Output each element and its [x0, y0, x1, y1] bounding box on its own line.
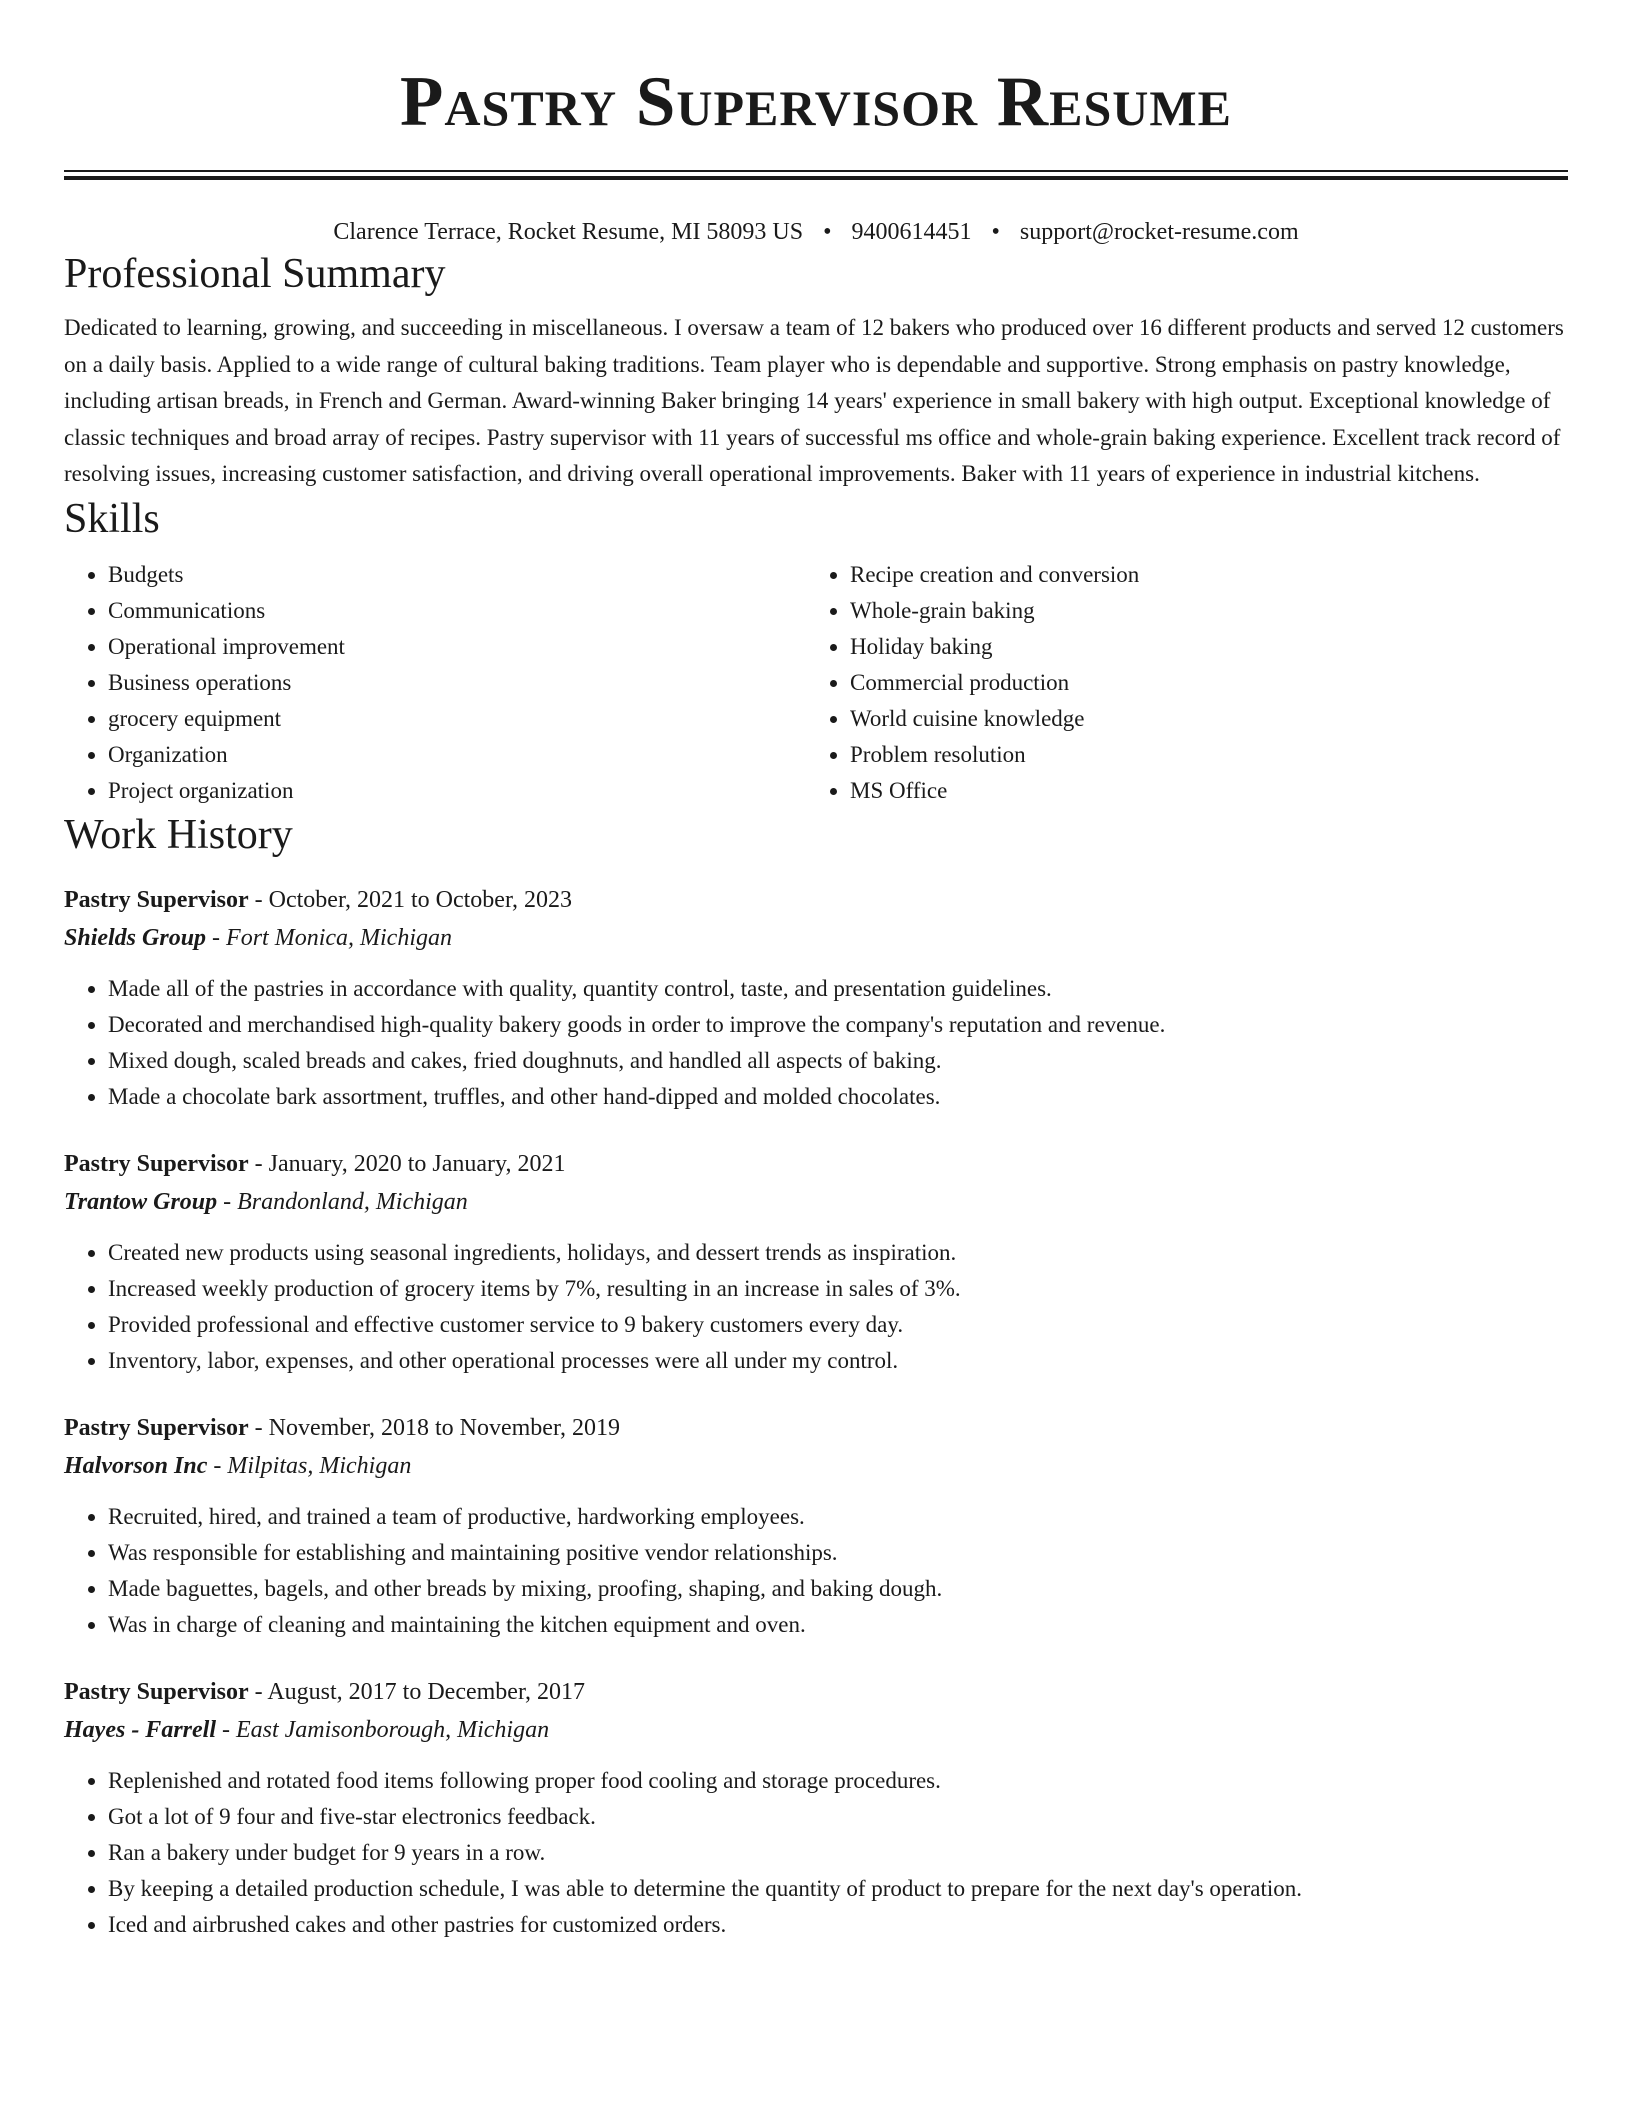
job-role: Pastry Supervisor — [64, 1414, 249, 1441]
job-role: Pastry Supervisor — [64, 886, 249, 913]
contact-address: Clarence Terrace, Rocket Resume, MI 58093 US — [333, 219, 804, 245]
skill-item: • Project organization — [108, 773, 806, 809]
job-company-line — [64, 919, 1568, 957]
job-bullet: • Made a chocolate bark assortment, truffles, and other hand-dipped and molded chocolates. — [108, 1079, 1568, 1115]
job-company: Halvorson Inc — [64, 1452, 208, 1479]
job-bullet: • Was responsible for establishing and maintaining positive vendor relationships. — [108, 1535, 1568, 1571]
job-bullets — [64, 1499, 1568, 1643]
page-title: Pastry Supervisor Resume — [400, 63, 1232, 141]
skills-list — [64, 557, 1568, 809]
job-company-line — [64, 1711, 1568, 1749]
job-bullet: • Increased weekly production of grocery items by 7%, resulting in an increase in sales of 3%. — [108, 1271, 1568, 1307]
title-divider — [64, 170, 1568, 180]
skill-item: • Commercial production — [850, 665, 1548, 701]
skill-item: • Operational improvement — [108, 629, 806, 665]
skill-item: • World cuisine knowledge — [850, 701, 1548, 737]
job-dates: - January, 2020 to January, 2021 — [248, 1150, 566, 1177]
contact-email: support@rocket-resume.com — [1019, 219, 1299, 245]
job-bullet: • Created new products using seasonal ingredients, holidays, and dessert trends as inspiration. — [108, 1235, 1568, 1271]
job-role: Pastry Supervisor — [64, 1678, 249, 1705]
skill-item: • Whole-grain baking — [850, 593, 1548, 629]
job-location: - Fort Monica, Michigan — [206, 924, 452, 951]
job-bullet: • Replenished and rotated food items following proper food cooling and storage procedures. — [108, 1763, 1568, 1799]
job-location: - Brandonland, Michigan — [217, 1188, 468, 1215]
job-company: Trantow Group — [64, 1188, 218, 1215]
job-title-line — [64, 1409, 1568, 1447]
job-entry — [64, 1145, 1568, 1379]
job-bullet: • Iced and airbrushed cakes and other pastries for customized orders. — [108, 1907, 1568, 1943]
job-company: Hayes - Farrell — [64, 1716, 216, 1743]
work-history-heading: Work History — [64, 811, 293, 858]
job-dates: - October, 2021 to October, 2023 — [248, 886, 572, 913]
skill-item: • Communications — [108, 593, 806, 629]
skill-item: • Budgets — [108, 557, 806, 593]
job-dates: - November, 2018 to November, 2019 — [248, 1414, 620, 1441]
job-title-line — [64, 881, 1568, 919]
job-location: - Milpitas, Michigan — [207, 1452, 412, 1479]
contact-phone: 9400614451 — [851, 219, 972, 245]
job-location: - East Jamisonborough, Michigan — [215, 1716, 550, 1743]
skills-column-right — [806, 557, 1548, 809]
job-company: Shields Group — [64, 924, 207, 951]
skill-item: • Organization — [108, 737, 806, 773]
job-bullet: • Ran a bakery under budget for 9 years in a row. — [108, 1835, 1568, 1871]
bullet-separator: • — [823, 219, 832, 245]
job-bullet: • Made baguettes, bagels, and other breads by mixing, proofing, shaping, and baking dough. — [108, 1571, 1568, 1607]
job-bullet: • Recruited, hired, and trained a team of productive, hardworking employees. — [108, 1499, 1568, 1535]
job-entry — [64, 1673, 1568, 1943]
job-bullets — [64, 1763, 1568, 1943]
job-company-line — [64, 1183, 1568, 1221]
job-entry — [64, 1409, 1568, 1643]
skills-column-left — [64, 557, 806, 809]
job-bullet: • By keeping a detailed production schedule, I was able to determine the quantity of product to prepare for the next day's operation. — [108, 1871, 1568, 1907]
bullet-separator: • — [991, 219, 1000, 245]
job-bullet: • Mixed dough, scaled breads and cakes, fried doughnuts, and handled all aspects of baking. — [108, 1043, 1568, 1079]
contact-line — [64, 216, 1568, 248]
skill-item: • Recipe creation and conversion — [850, 557, 1548, 593]
skill-item: • Holiday baking — [850, 629, 1548, 665]
job-bullets — [64, 971, 1568, 1115]
job-bullet: • Was in charge of cleaning and maintaining the kitchen equipment and oven. — [108, 1607, 1568, 1643]
job-dates: - August, 2017 to December, 2017 — [248, 1678, 585, 1705]
job-bullet: • Inventory, labor, expenses, and other operational processes were all under my control. — [108, 1343, 1568, 1379]
job-company-line — [64, 1447, 1568, 1485]
job-title-line — [64, 1673, 1568, 1711]
job-bullet: • Made all of the pastries in accordance with quality, quantity control, taste, and presentation guidelines. — [108, 971, 1568, 1007]
skills-heading: Skills — [64, 495, 160, 542]
job-entry — [64, 881, 1568, 1115]
job-title-line — [64, 1145, 1568, 1183]
job-role: Pastry Supervisor — [64, 1150, 249, 1177]
skill-item: • Problem resolution — [850, 737, 1548, 773]
job-bullets — [64, 1235, 1568, 1379]
job-bullet: • Provided professional and effective customer service to 9 bakery customers every day. — [108, 1307, 1568, 1343]
skill-item: • MS Office — [850, 773, 1548, 809]
summary-heading: Professional Summary — [64, 251, 446, 297]
job-bullet: • Got a lot of 9 four and five-star electronics feedback. — [108, 1799, 1568, 1835]
job-bullet: • Decorated and merchandised high-quality bakery goods in order to improve the company's reputation and revenue. — [108, 1007, 1568, 1043]
summary-text: Dedicated to learning, growing, and succeeding in miscellaneous. I oversaw a team of 12 bakers who produced over 16 different products and served 12 customers on a daily basis. Applied to a wide range of cultural baking traditions. Team player who is dependable and supportive. Strong emphasis on pastry knowledge, including artisan breads, in French and German. Award-winning Baker bringing 14 years' experience in small bakery with high output. Exceptional knowledge of classic techniques and broad array of recipes. Pastry supervisor with 11 years of successful ms office and whole-grain baking experience. Excellent track record of resolving issues, increasing customer satisfaction, and driving overall operational improvements. Baker with 11 years of experience in industrial kitchens. — [64, 315, 1564, 486]
skill-item: • grocery equipment — [108, 701, 806, 737]
skill-item: • Business operations — [108, 665, 806, 701]
